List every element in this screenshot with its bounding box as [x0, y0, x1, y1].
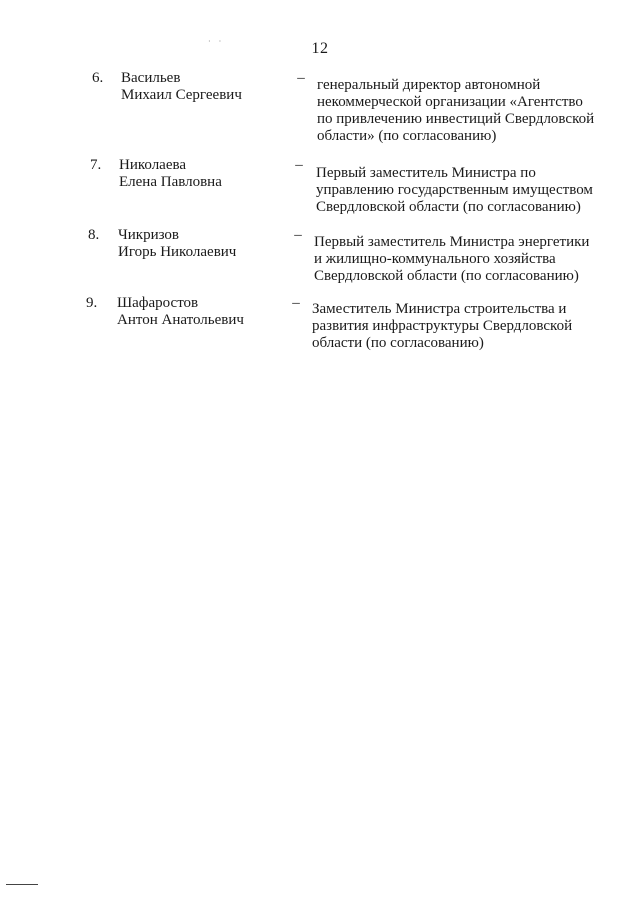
person-surname: Шафаростов	[117, 295, 199, 311]
position-line: и жилищно-коммунального хозяйства	[314, 251, 556, 267]
footer-divider	[6, 884, 38, 885]
position-line: Свердловской области (по согласованию)	[316, 199, 581, 215]
entry-number: 6.	[92, 70, 104, 86]
dash-separator: –	[295, 157, 303, 173]
scan-marks: · ·	[208, 37, 225, 46]
position-line: области» (по согласованию)	[317, 128, 497, 144]
person-name	[117, 295, 287, 329]
person-position	[312, 301, 612, 352]
person-surname: Чикризов	[118, 227, 180, 243]
dash-separator: –	[292, 295, 300, 311]
position-line: некоммерческой организации «Агентство	[317, 94, 583, 110]
position-line: Первый заместитель Министра энергетики	[314, 234, 590, 250]
person-given-names: Игорь Николаевич	[118, 244, 237, 260]
entry-number: 8.	[88, 227, 100, 243]
position-line: управлению государственным имуществом	[316, 182, 593, 198]
person-surname: Васильев	[121, 70, 181, 86]
entry-number: 7.	[90, 157, 102, 173]
entry-number: 9.	[86, 295, 98, 311]
position-line: по привлечению инвестиций Свердловской	[317, 111, 595, 127]
position-line: Первый заместитель Министра по	[316, 165, 536, 181]
person-name	[118, 227, 288, 261]
position-line: генеральный директор автономной	[317, 77, 541, 93]
dash-separator: –	[294, 227, 302, 243]
person-position	[316, 165, 616, 216]
person-name	[119, 157, 289, 191]
person-given-names: Михаил Сергеевич	[121, 87, 242, 103]
position-line: Заместитель Министра строительства и	[312, 301, 567, 317]
position-line: области (по согласованию)	[312, 335, 484, 351]
person-position	[317, 77, 617, 145]
person-surname: Николаева	[119, 157, 187, 173]
person-name	[121, 70, 291, 104]
page-number: 12	[311, 40, 329, 57]
position-line: развития инфраструктуры Свердловской	[312, 318, 573, 334]
person-given-names: Антон Анатольевич	[117, 312, 244, 328]
person-given-names: Елена Павловна	[119, 174, 222, 190]
position-line: Свердловской области (по согласованию)	[314, 268, 579, 284]
person-position	[314, 234, 614, 285]
dash-separator: –	[297, 70, 305, 86]
